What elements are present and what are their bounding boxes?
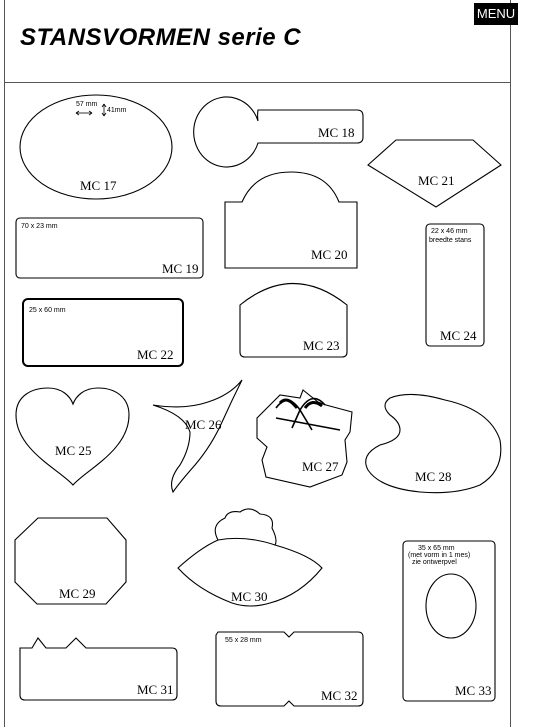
die-mc20[interactable] [225, 172, 357, 268]
mc26-label: MC 26 [185, 417, 222, 432]
egg-shape [426, 574, 476, 638]
mc19-note: 70 x 23 mm [21, 223, 58, 230]
die-mc19[interactable] [16, 218, 203, 278]
mc30-label: MC 30 [231, 589, 268, 604]
mc17-label: MC 17 [80, 178, 117, 193]
mc24-note-line1: 22 x 46 mm [431, 228, 468, 235]
die-mc28[interactable] [366, 394, 501, 492]
mc33-note-line3: zie ontwerpvel [412, 559, 457, 566]
mc27-label: MC 27 [302, 459, 339, 474]
die-mc27[interactable] [257, 390, 352, 487]
swoosh-shape [153, 380, 242, 492]
mc29-label: MC 29 [59, 586, 96, 601]
die-mc17[interactable] [20, 95, 172, 199]
mc22-note: 25 x 60 mm [29, 307, 66, 314]
mc18-label: MC 18 [318, 125, 355, 140]
mc31-label: MC 31 [137, 682, 174, 697]
menu-button[interactable]: MENU [474, 3, 518, 25]
page-title: STANSVORMEN serie C [20, 24, 302, 51]
mc24-note-line2: breedte stans [429, 237, 472, 244]
die-mc21[interactable] [368, 140, 501, 207]
mc25-label: MC 25 [55, 443, 92, 458]
heart-shape [16, 388, 129, 485]
die-mc24[interactable] [426, 224, 484, 346]
die-mc29[interactable] [15, 518, 126, 604]
die-mc22[interactable] [23, 299, 183, 366]
mc19-label: MC 19 [162, 261, 199, 276]
mc28-label: MC 28 [415, 469, 452, 484]
mc20-label: MC 20 [311, 247, 348, 262]
mc32-label: MC 32 [321, 688, 358, 703]
die-mc25[interactable] [16, 388, 129, 485]
mc32-note: 55 x 28 mm [225, 637, 262, 644]
mc33-note-line2: (met vorm in 1 mes) [408, 552, 471, 559]
die-mc30[interactable] [178, 509, 322, 606]
mc33-label: MC 33 [455, 683, 492, 698]
mc17-height-note: 41mm [107, 107, 127, 114]
die-mc32[interactable] [216, 632, 363, 706]
die-mc23[interactable] [240, 284, 347, 358]
die-mc33[interactable] [403, 541, 495, 701]
mc33-note-line1: 35 x 65 mm [418, 545, 455, 552]
die-mc18[interactable] [194, 97, 363, 167]
mc24-label: MC 24 [440, 328, 477, 343]
mc17-width-note: 57 mm [76, 101, 98, 108]
mc23-label: MC 23 [303, 338, 340, 353]
die-mc26[interactable] [153, 380, 242, 492]
die-mc31[interactable] [20, 638, 177, 700]
mc21-label: MC 21 [418, 173, 455, 188]
mc22-label: MC 22 [137, 347, 174, 362]
